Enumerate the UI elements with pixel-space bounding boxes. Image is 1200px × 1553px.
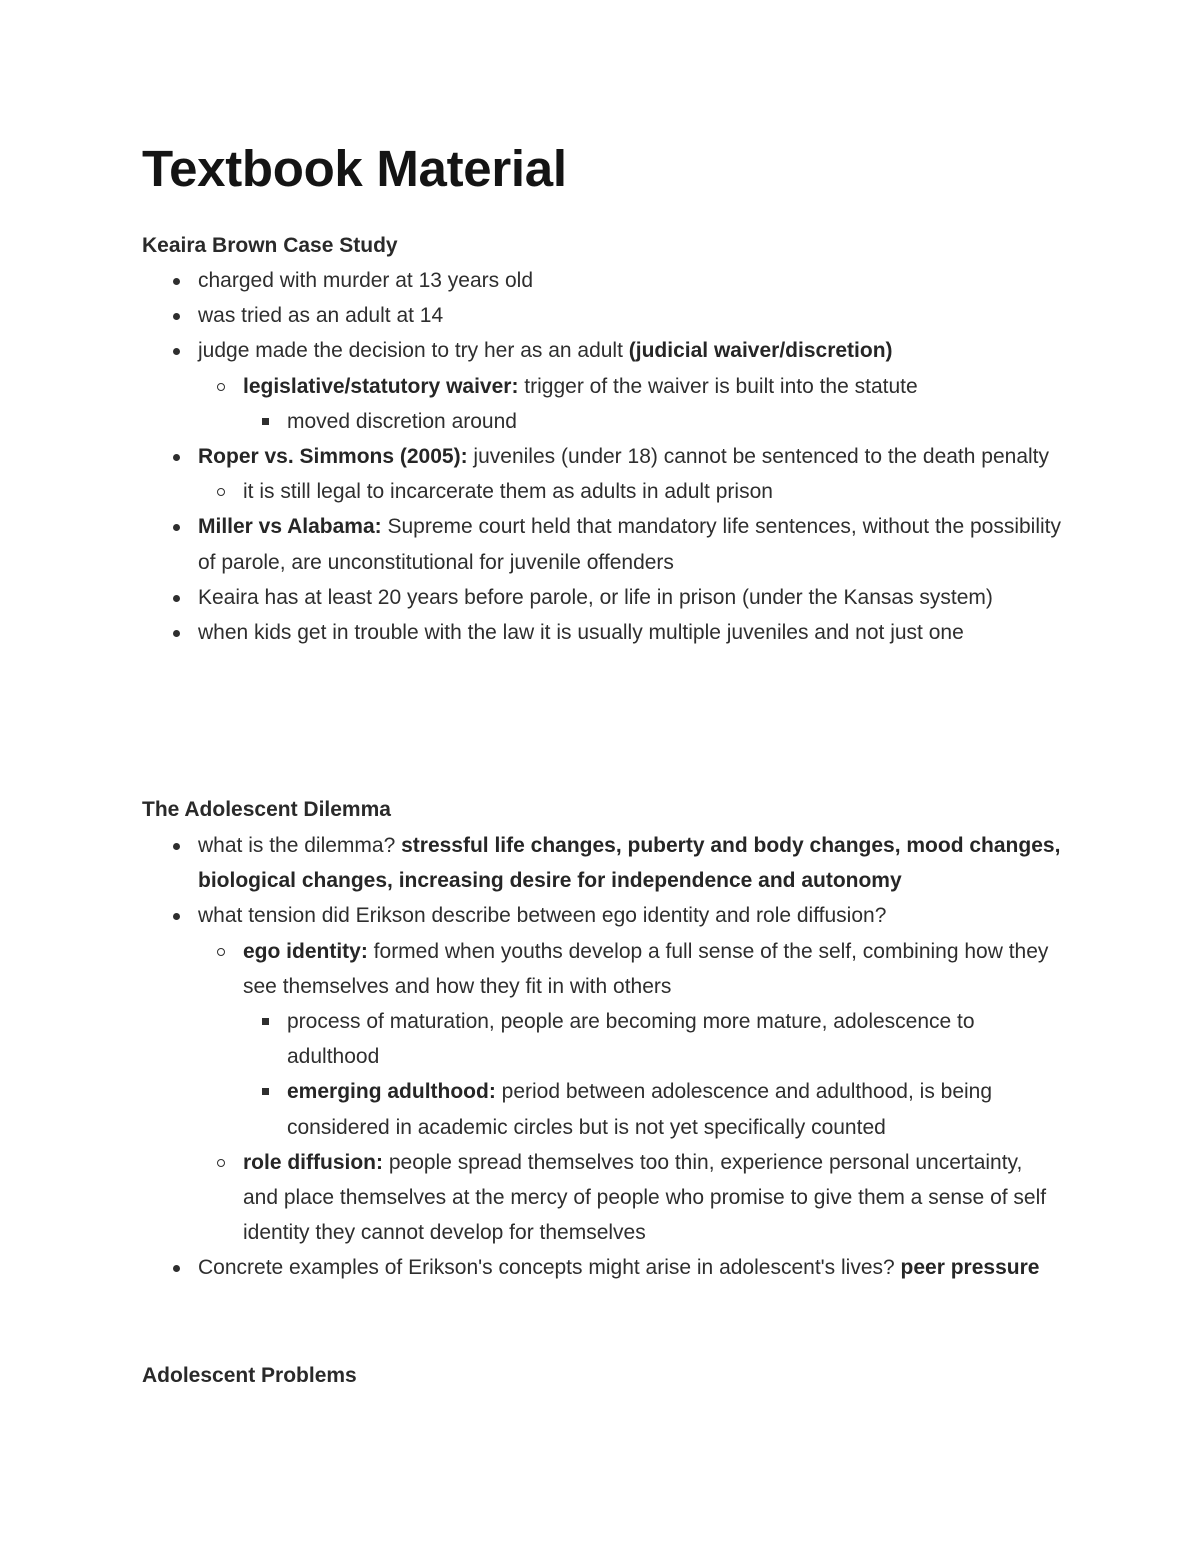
list-item: Concrete examples of Erikson's concepts might arise in adolescent's lives? peer pressure — [142, 1250, 1062, 1285]
bullet-disc-icon — [173, 595, 180, 602]
list-item: role diffusion: people spread themselves too thin, experience personal uncertainty, and place themselves at the mercy of people who promise to give them a sense of self identity they cannot develop for themselves — [142, 1145, 1062, 1251]
list-item: was tried as an adult at 14 — [142, 298, 1062, 333]
bullet-disc-icon — [173, 630, 180, 637]
list-item: when kids get in trouble with the law it is usually multiple juveniles and not just one — [142, 615, 1062, 650]
list-item: judge made the decision to try her as an adult (judicial waiver/discretion) — [142, 333, 1062, 368]
list-item: Miller vs Alabama: Supreme court held that mandatory life sentences, without the possibility of parole, are unconstitutional for juvenile offenders — [142, 509, 1062, 579]
bullet-disc-icon — [173, 524, 180, 531]
list-item: emerging adulthood: period between adolescence and adulthood, is being considered in academic circles but is not yet specifically counted — [142, 1074, 1062, 1144]
bullet-circle-icon — [217, 383, 225, 391]
keaira-brown-list — [142, 263, 1062, 650]
list-item: Roper vs. Simmons (2005): juveniles (under 18) cannot be sentenced to the death penalty — [142, 439, 1062, 474]
bullet-square-icon — [262, 1018, 269, 1025]
bullet-disc-icon — [173, 313, 180, 320]
list-item: ego identity: formed when youths develop a full sense of the self, combining how they see themselves and how they fit in with others — [142, 934, 1062, 1004]
bullet-disc-icon — [173, 1265, 180, 1272]
list-item: legislative/statutory waiver: trigger of the waiver is built into the statute — [142, 369, 1062, 404]
adolescent-dilemma-list — [142, 828, 1062, 1286]
bullet-disc-icon — [173, 913, 180, 920]
section-heading-adolescent-problems: Adolescent Problems — [142, 1364, 357, 1387]
list-item: charged with murder at 13 years old — [142, 263, 1062, 298]
bullet-square-icon — [262, 1088, 269, 1095]
list-item: it is still legal to incarcerate them as adults in adult prison — [142, 474, 1062, 509]
bullet-disc-icon — [173, 454, 180, 461]
bullet-disc-icon — [173, 348, 180, 355]
bullet-square-icon — [262, 418, 269, 425]
section-heading-keaira-brown: Keaira Brown Case Study — [142, 234, 398, 257]
bullet-circle-icon — [217, 948, 225, 956]
list-item: moved discretion around — [142, 404, 1062, 439]
bullet-disc-icon — [173, 843, 180, 850]
page-title: Textbook Material — [142, 140, 567, 197]
list-item: what tension did Erikson describe between ego identity and role diffusion? — [142, 898, 1062, 933]
list-item: process of maturation, people are becoming more mature, adolescence to adulthood — [142, 1004, 1062, 1074]
bullet-disc-icon — [173, 278, 180, 285]
list-item: what is the dilemma? stressful life changes, puberty and body changes, mood changes, biological changes, increasing desire for independence and autonomy — [142, 828, 1062, 898]
bullet-circle-icon — [217, 488, 225, 496]
list-item: Keaira has at least 20 years before parole, or life in prison (under the Kansas system) — [142, 580, 1062, 615]
bullet-circle-icon — [217, 1159, 225, 1167]
section-heading-adolescent-dilemma: The Adolescent Dilemma — [142, 798, 391, 821]
